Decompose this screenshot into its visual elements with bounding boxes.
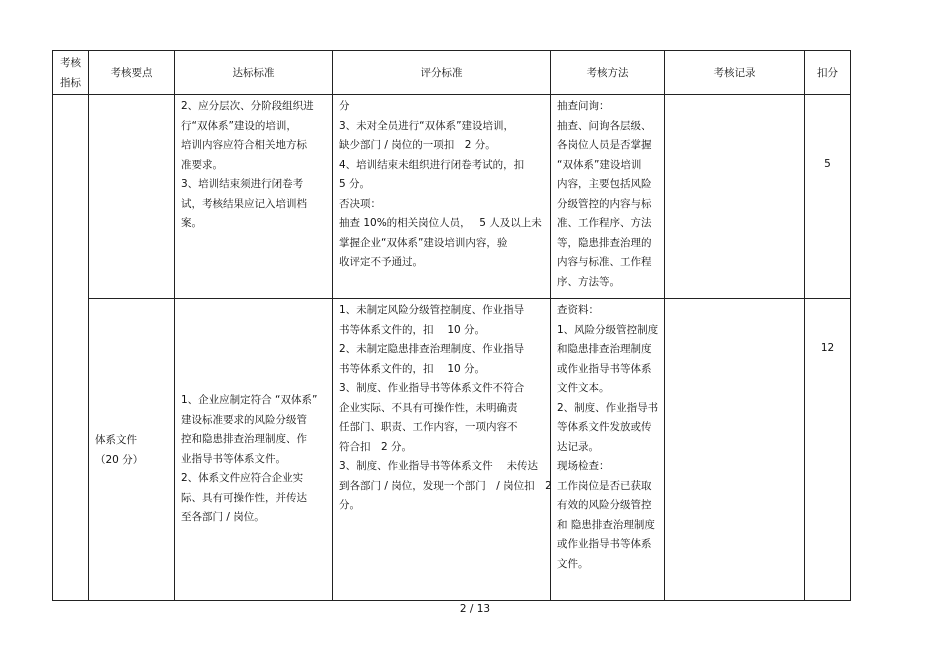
standard-cell: 1、企业应制定符合 “双体系” 建设标准要求的风险分级管 控和隐患排查治理制度、作 业指导书等体系文件。 2、体系文件应符合企业实 际、具有可操作性，并传达 至各部门 / 岗位。 — [175, 299, 333, 601]
point-cell — [89, 95, 175, 299]
deduct-cell: 12 — [805, 299, 851, 601]
header-scoring: 评分标准 — [333, 51, 551, 95]
assessment-table — [52, 50, 851, 601]
table-row — [53, 299, 851, 601]
point-cell: 体系文件 （20 分） — [89, 299, 175, 601]
header-row — [53, 51, 851, 95]
indicator-cell — [53, 95, 89, 601]
header-indicator: 考核 指标 — [53, 51, 89, 95]
page-number: 2 / 13 — [459, 603, 491, 615]
record-cell — [665, 299, 805, 601]
scoring-cell: 1、未制定风险分级管控制度、作业指导 书等体系文件的，扣 10 分。 2、未制定隐患排查治理制度、作业指导 书等体系文件的，扣 10 分。 3、制度、作业指导书等体系文件不符合 企业实际、不具有可操作性，未明确责 任部门、职责、工作内容，一项内容不 符合扣 2 分。 3、制度、作业指导书等体系文件 未传达 到各部门 / 岗位，发现一个部门 / 岗位扣 2 分。 — [333, 299, 551, 601]
header-point: 考核要点 — [89, 51, 175, 95]
header-record: 考核记录 — [665, 51, 805, 95]
scoring-cell: 分 3、未对全员进行“双体系”建设培训， 缺少部门 / 岗位的一项扣 2 分。 4、培训结束未组织进行闭卷考试的，扣 5 分。 否决项： 抽查 10%的相关岗位人员， 5 人及以上未 掌握企业“双体系”建设培训内容，验 收评定不予通过。 — [333, 95, 551, 299]
record-cell — [665, 95, 805, 299]
table-row — [53, 95, 851, 299]
header-standard: 达标标准 — [175, 51, 333, 95]
method-cell: 查资料： 1、风险分级管控制度 和隐患排查治理制度 或作业指导书等体系 文件文本。 2、制度、作业指导书 等体系文件发放或传 达记录。 现场检查： 工作岗位是否已获取 有效的风险分级管控 和 隐患排查治理制度 或作业指导书等体系 文件。 — [551, 299, 665, 601]
header-method: 考核方法 — [551, 51, 665, 95]
method-cell: 抽查问询： 抽查、问询各层级、 各岗位人员是否掌握 “双体系”建设培训 内容，主要包括风险 分级管控的内容与标 准、工作程序、方法 等，隐患排查治理的 内容与标准、工作程 序、方法等。 — [551, 95, 665, 299]
deduct-cell: 5 — [805, 95, 851, 299]
header-deduct: 扣分 — [805, 51, 851, 95]
standard-cell: 2、应分层次、分阶段组织进 行“双体系”建设的培训， 培训内容应符合相关地方标 准要求。 3、培训结束须进行闭卷考 试，考核结果应记入培训档 案。 — [175, 95, 333, 299]
